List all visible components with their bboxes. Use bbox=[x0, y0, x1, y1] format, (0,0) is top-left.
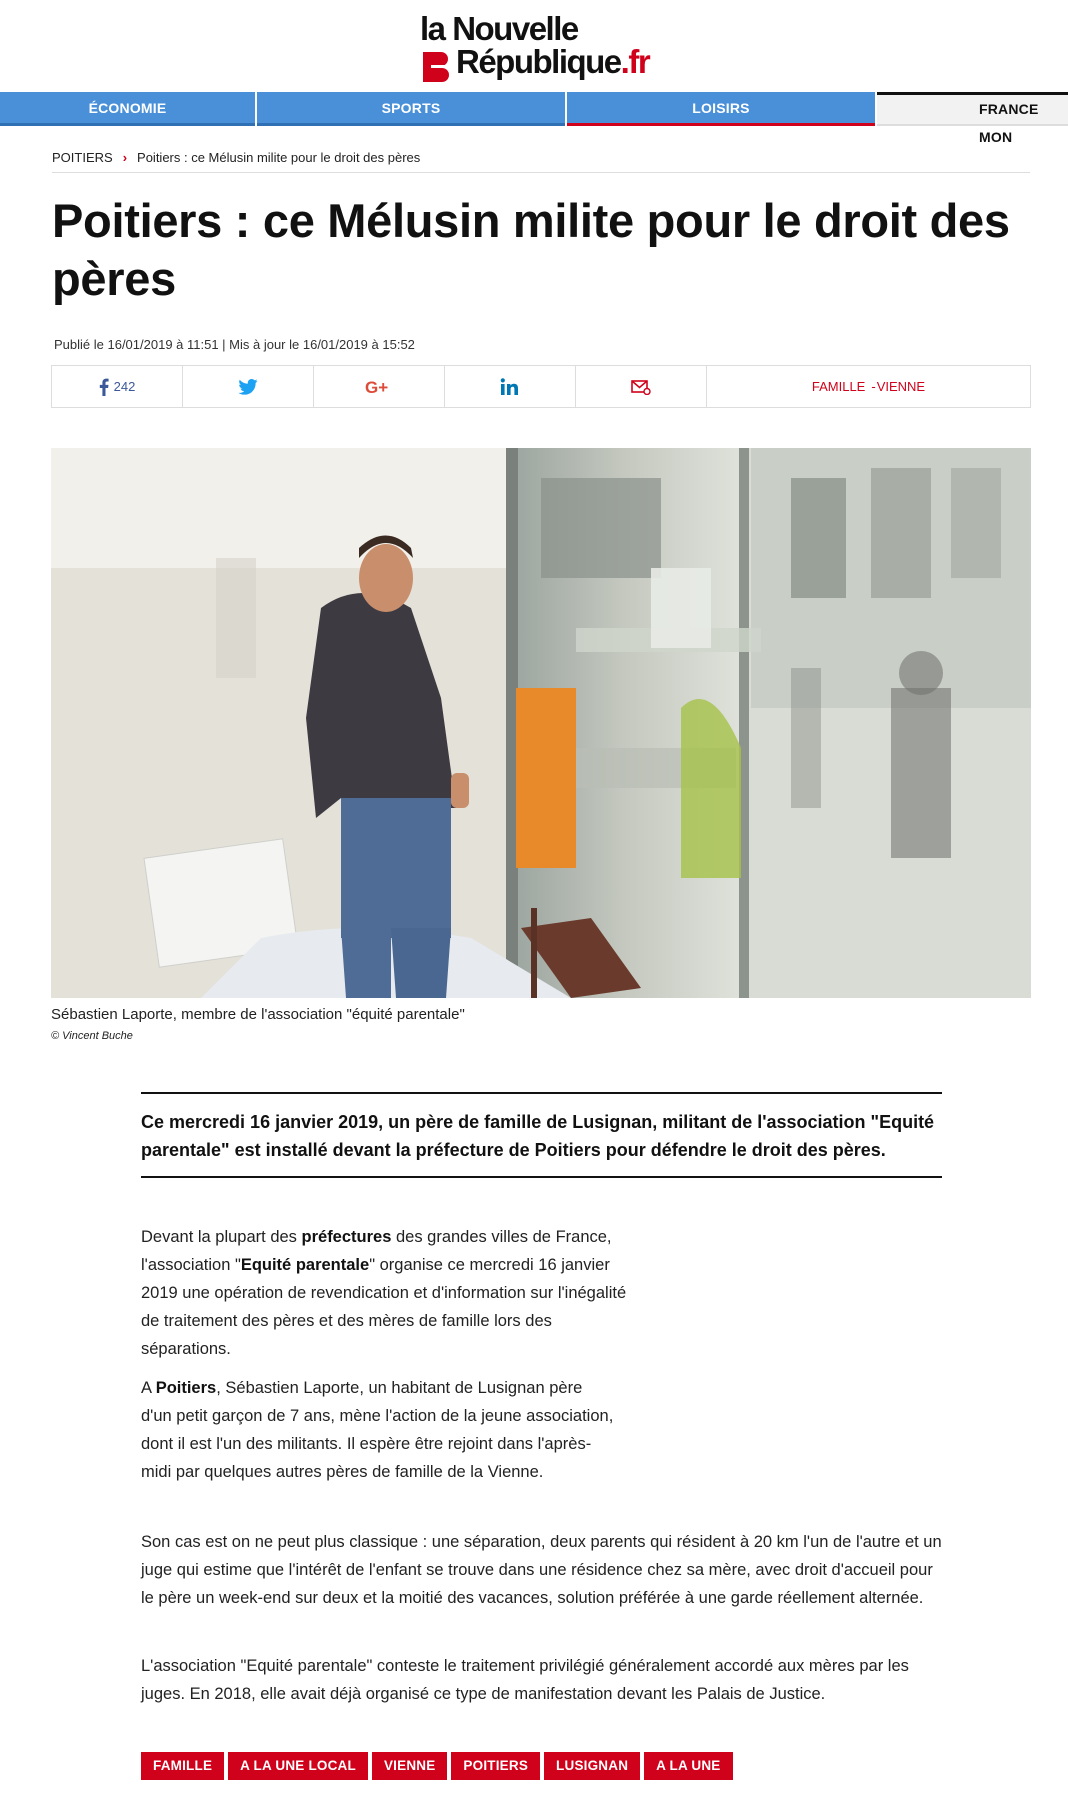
nav-item-sports[interactable]: SPORTS bbox=[257, 92, 565, 126]
photo-credit: © Vincent Buche bbox=[51, 1030, 133, 1042]
header-tags bbox=[707, 366, 1030, 407]
facebook-share-button[interactable] bbox=[52, 366, 183, 407]
tag-lusignan[interactable]: LUSIGNAN bbox=[544, 1752, 640, 1780]
photo-illustration bbox=[51, 448, 1031, 998]
logo-tld: .fr bbox=[620, 43, 650, 80]
breadcrumb-current: Poitiers : ce Mélusin milite pour le droit des pères bbox=[137, 150, 421, 165]
header-tag-vienne[interactable]: VIENNE bbox=[876, 379, 926, 394]
googleplus-share-button[interactable] bbox=[314, 366, 445, 407]
link-equite-parentale[interactable]: Equité parentale bbox=[240, 1256, 370, 1274]
text-span: des grandes villes de France, l'association " bbox=[141, 1228, 612, 1274]
site-logo[interactable] bbox=[420, 12, 660, 82]
mail-icon bbox=[631, 379, 651, 395]
article-title: Poitiers : ce Mélusin milite pour le droit des pères bbox=[52, 194, 1010, 305]
share-bar bbox=[51, 365, 1031, 408]
divider bbox=[52, 172, 1030, 173]
tag-poitiers[interactable]: POITIERS bbox=[451, 1752, 540, 1780]
tag-vienne[interactable]: VIENNE bbox=[372, 1752, 447, 1780]
logo-line1: la Nouvelle bbox=[420, 10, 578, 47]
article-lead: Ce mercredi 16 janvier 2019, un père de famille de Lusignan, militant de l'association "Equité parentale" est installé devant la préfecture de Poitiers pour défendre le droit des pères. bbox=[141, 1092, 942, 1178]
chevron-right-icon: › bbox=[122, 150, 128, 165]
article-meta: Publié le 16/01/2019 à 11:51 | Mis à jour le 16/01/2019 à 15:52 bbox=[54, 337, 415, 352]
google-plus-icon bbox=[365, 379, 393, 395]
logo-mark-icon bbox=[423, 52, 449, 82]
svg-text:G+: G+ bbox=[365, 378, 389, 395]
linkedin-icon bbox=[500, 378, 520, 396]
article-tags bbox=[141, 1752, 733, 1780]
photo-caption: Sébastien Laporte, membre de l'association "équité parentale" bbox=[51, 1006, 465, 1023]
facebook-icon bbox=[99, 378, 109, 396]
twitter-icon bbox=[238, 379, 258, 395]
text-span: A bbox=[141, 1379, 156, 1397]
link-poitiers[interactable]: Poitiers bbox=[155, 1379, 217, 1397]
tag-a-la-une[interactable]: A LA UNE bbox=[644, 1752, 732, 1780]
link-prefectures[interactable]: préfectures bbox=[301, 1228, 392, 1246]
text-span: , Sébastien Laporte, un habitant de Lusignan père d'un petit garçon de 7 ans, mène l'action de la jeune association, dont il est l'un des militants. Il espère être rejoint dans l'après-midi par quelques autres pères de famille de la Vienne. bbox=[141, 1379, 614, 1481]
twitter-share-button[interactable] bbox=[183, 366, 314, 407]
article-photo[interactable] bbox=[51, 448, 1031, 998]
article-paragraph bbox=[141, 1374, 616, 1486]
nav-item-economie[interactable]: ÉCONOMIE bbox=[0, 92, 255, 126]
breadcrumb bbox=[52, 150, 420, 165]
email-share-button[interactable] bbox=[576, 366, 707, 407]
article-paragraph: Son cas est on ne peut plus classique : une séparation, deux parents qui résident à 20 km l'un de l'autre et un juge qui estime que l'intérêt de l'enfant se trouve dans une résidence chez sa mère, avec droit d'accueil pour le père un week-end sur deux et la moitié des vacances, solution préférée à une garde réellement alternée. bbox=[141, 1533, 942, 1607]
logo-line2: République bbox=[456, 43, 621, 80]
article-paragraph bbox=[141, 1223, 631, 1363]
facebook-count: 242 bbox=[113, 379, 136, 394]
text-span: " organise ce mercredi 16 janvier 2019 une opération de revendication et d'information sur l'inégalité de traitement des pères et des mères de famille lors des séparations. bbox=[141, 1256, 627, 1358]
header-tag-separator: - bbox=[871, 379, 876, 394]
tag-famille[interactable]: FAMILLE bbox=[141, 1752, 224, 1780]
linkedin-share-button[interactable] bbox=[445, 366, 576, 407]
text-span: Devant la plupart des bbox=[141, 1228, 302, 1246]
nav-item-loisirs[interactable]: LOISIRS bbox=[567, 92, 875, 126]
main-nav bbox=[0, 92, 1068, 145]
header-tag-famille[interactable]: FAMILLE bbox=[811, 379, 866, 394]
article-paragraph: L'association "Equité parentale" conteste le traitement privilégié généralement accordé aux mères par les juges. En 2018, elle avait déjà organisé ce type de manifestation devant les Palais de Justice. bbox=[141, 1657, 909, 1703]
breadcrumb-root[interactable]: POITIERS bbox=[52, 150, 113, 165]
nav-item-france-monde[interactable]: FRANCE MON bbox=[877, 92, 1068, 126]
tag-a-la-une-local[interactable]: A LA UNE LOCAL bbox=[228, 1752, 368, 1780]
